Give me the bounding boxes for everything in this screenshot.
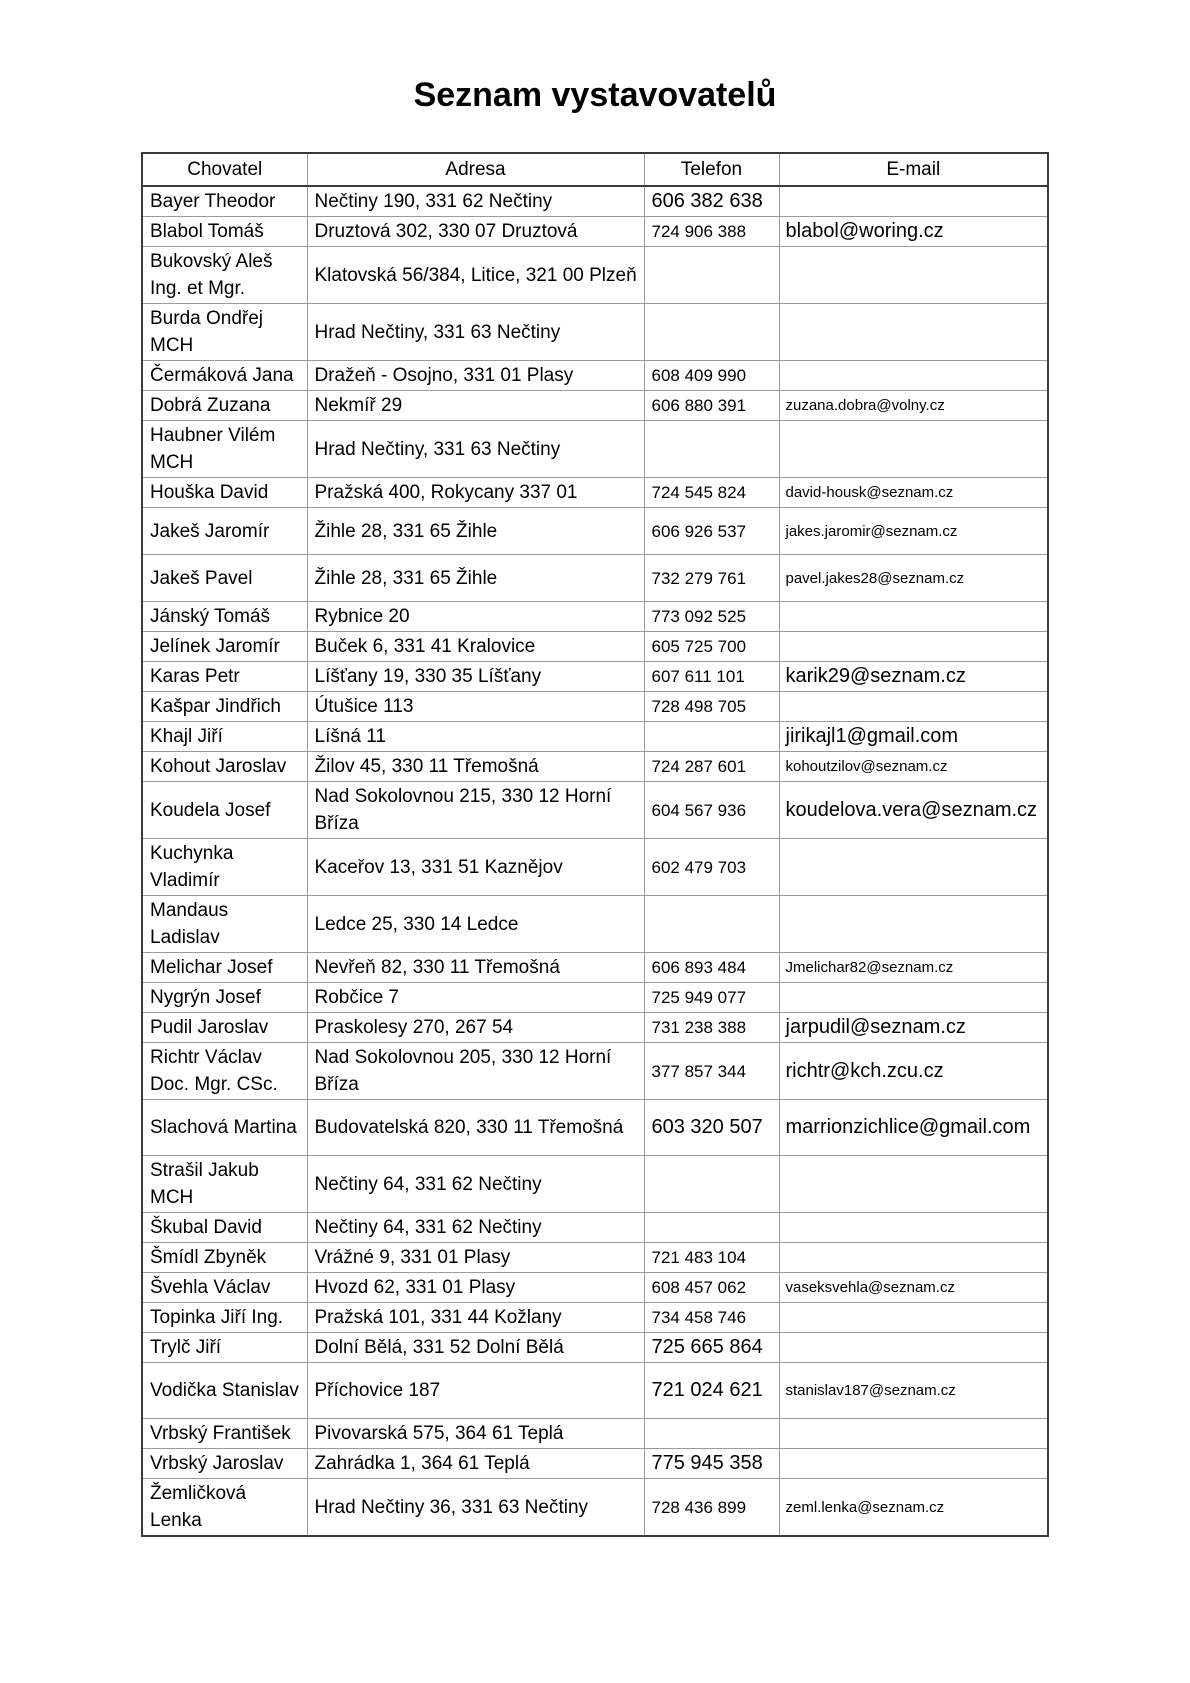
email-cell: stanislav187@seznam.cz bbox=[779, 1363, 1048, 1419]
breeder-cell: Houška David bbox=[142, 478, 307, 508]
phone-cell: 608 409 990 bbox=[644, 361, 779, 391]
phone-cell: 606 893 484 bbox=[644, 953, 779, 983]
email-cell bbox=[779, 1449, 1048, 1479]
email-cell: pavel.jakes28@seznam.cz bbox=[779, 555, 1048, 602]
address-cell: Hrad Nečtiny 36, 331 63 Nečtiny bbox=[307, 1479, 644, 1537]
phone-cell: 775 945 358 bbox=[644, 1449, 779, 1479]
email-cell: marrionzichlice@gmail.com bbox=[779, 1100, 1048, 1156]
address-cell: Robčice 7 bbox=[307, 983, 644, 1013]
breeder-cell: Nygrýn Josef bbox=[142, 983, 307, 1013]
breeder-cell: Melichar Josef bbox=[142, 953, 307, 983]
header-breeder: Chovatel bbox=[142, 153, 307, 186]
breeder-cell: Vrbský František bbox=[142, 1419, 307, 1449]
address-cell: Ledce 25, 330 14 Ledce bbox=[307, 896, 644, 953]
address-cell: Kaceřov 13, 331 51 Kaznějov bbox=[307, 839, 644, 896]
table-row bbox=[142, 1156, 1048, 1213]
breeder-cell: Slachová Martina bbox=[142, 1100, 307, 1156]
breeder-cell: Blabol Tomáš bbox=[142, 217, 307, 247]
exhibitors-table bbox=[141, 152, 1049, 1537]
phone-cell: 728 498 705 bbox=[644, 692, 779, 722]
address-cell: Pivovarská 575, 364 61 Teplá bbox=[307, 1419, 644, 1449]
phone-cell: 605 725 700 bbox=[644, 632, 779, 662]
table-row bbox=[142, 217, 1048, 247]
phone-cell: 734 458 746 bbox=[644, 1303, 779, 1333]
header-email: E-mail bbox=[779, 153, 1048, 186]
breeder-cell: Vrbský Jaroslav bbox=[142, 1449, 307, 1479]
address-cell: Příchovice 187 bbox=[307, 1363, 644, 1419]
email-cell: zeml.lenka@seznam.cz bbox=[779, 1479, 1048, 1537]
phone-cell: 602 479 703 bbox=[644, 839, 779, 896]
phone-cell bbox=[644, 1156, 779, 1213]
table-header bbox=[142, 153, 1048, 186]
phone-cell bbox=[644, 247, 779, 304]
address-cell: Líšťany 19, 330 35 Líšťany bbox=[307, 662, 644, 692]
phone-cell: 606 926 537 bbox=[644, 508, 779, 555]
table-row bbox=[142, 1449, 1048, 1479]
table-body bbox=[142, 186, 1048, 1536]
breeder-cell: Žemličková Lenka bbox=[142, 1479, 307, 1537]
email-cell bbox=[779, 602, 1048, 632]
breeder-cell: Jakeš Pavel bbox=[142, 555, 307, 602]
table-row bbox=[142, 1043, 1048, 1100]
address-cell: Žilov 45, 330 11 Třemošná bbox=[307, 752, 644, 782]
breeder-cell: Škubal David bbox=[142, 1213, 307, 1243]
table-row bbox=[142, 692, 1048, 722]
address-cell: Nekmíř 29 bbox=[307, 391, 644, 421]
breeder-cell: Jelínek Jaromír bbox=[142, 632, 307, 662]
phone-cell: 725 949 077 bbox=[644, 983, 779, 1013]
address-cell: Nevřeň 82, 330 11 Třemošná bbox=[307, 953, 644, 983]
table-row bbox=[142, 1013, 1048, 1043]
table-row bbox=[142, 839, 1048, 896]
address-cell: Nečtiny 64, 331 62 Nečtiny bbox=[307, 1213, 644, 1243]
email-cell bbox=[779, 1419, 1048, 1449]
page-title: Seznam vystavovatelů bbox=[413, 76, 777, 114]
address-cell: Pražská 400, Rokycany 337 01 bbox=[307, 478, 644, 508]
email-cell: jakes.jaromir@seznam.cz bbox=[779, 508, 1048, 555]
breeder-cell: Topinka Jiří Ing. bbox=[142, 1303, 307, 1333]
email-cell: richtr@kch.zcu.cz bbox=[779, 1043, 1048, 1100]
phone-cell: 721 024 621 bbox=[644, 1363, 779, 1419]
header-phone: Telefon bbox=[644, 153, 779, 186]
email-cell bbox=[779, 1333, 1048, 1363]
table-row bbox=[142, 632, 1048, 662]
address-cell: Útušice 113 bbox=[307, 692, 644, 722]
phone-cell bbox=[644, 896, 779, 953]
email-cell: vaseksvehla@seznam.cz bbox=[779, 1273, 1048, 1303]
email-cell: karik29@seznam.cz bbox=[779, 662, 1048, 692]
breeder-cell: Jánský Tomáš bbox=[142, 602, 307, 632]
phone-cell: 728 436 899 bbox=[644, 1479, 779, 1537]
breeder-cell: Vodička Stanislav bbox=[142, 1363, 307, 1419]
breeder-cell: Richtr Václav Doc. Mgr. CSc. bbox=[142, 1043, 307, 1100]
table-row bbox=[142, 478, 1048, 508]
address-cell: Pražská 101, 331 44 Kožlany bbox=[307, 1303, 644, 1333]
address-cell: Nečtiny 190, 331 62 Nečtiny bbox=[307, 186, 644, 217]
breeder-cell: Pudil Jaroslav bbox=[142, 1013, 307, 1043]
table-row bbox=[142, 1303, 1048, 1333]
table-row bbox=[142, 1363, 1048, 1419]
address-cell: Dražeň - Osojno, 331 01 Plasy bbox=[307, 361, 644, 391]
address-cell: Nečtiny 64, 331 62 Nečtiny bbox=[307, 1156, 644, 1213]
address-cell: Hvozd 62, 331 01 Plasy bbox=[307, 1273, 644, 1303]
table-row bbox=[142, 602, 1048, 632]
email-cell: blabol@woring.cz bbox=[779, 217, 1048, 247]
table-row bbox=[142, 508, 1048, 555]
breeder-cell: Bukovský Aleš Ing. et Mgr. bbox=[142, 247, 307, 304]
email-cell: jirikajl1@gmail.com bbox=[779, 722, 1048, 752]
address-cell: Rybnice 20 bbox=[307, 602, 644, 632]
breeder-cell: Mandaus Ladislav bbox=[142, 896, 307, 953]
email-cell bbox=[779, 247, 1048, 304]
email-cell bbox=[779, 839, 1048, 896]
address-cell: Hrad Nečtiny, 331 63 Nečtiny bbox=[307, 304, 644, 361]
phone-cell: 724 287 601 bbox=[644, 752, 779, 782]
table-row bbox=[142, 555, 1048, 602]
email-cell: jarpudil@seznam.cz bbox=[779, 1013, 1048, 1043]
table-row bbox=[142, 662, 1048, 692]
header-address: Adresa bbox=[307, 153, 644, 186]
breeder-cell: Švehla Václav bbox=[142, 1273, 307, 1303]
email-cell bbox=[779, 1213, 1048, 1243]
table-row bbox=[142, 1333, 1048, 1363]
phone-cell bbox=[644, 421, 779, 478]
address-cell: Líšná 11 bbox=[307, 722, 644, 752]
breeder-cell: Strašil Jakub MCH bbox=[142, 1156, 307, 1213]
email-cell bbox=[779, 304, 1048, 361]
phone-cell: 773 092 525 bbox=[644, 602, 779, 632]
breeder-cell: Kašpar Jindřich bbox=[142, 692, 307, 722]
phone-cell bbox=[644, 722, 779, 752]
address-cell: Druztová 302, 330 07 Druztová bbox=[307, 217, 644, 247]
address-cell: Praskolesy 270, 267 54 bbox=[307, 1013, 644, 1043]
address-cell: Hrad Nečtiny, 331 63 Nečtiny bbox=[307, 421, 644, 478]
header-row bbox=[142, 153, 1048, 186]
breeder-cell: Koudela Josef bbox=[142, 782, 307, 839]
email-cell bbox=[779, 186, 1048, 217]
table-row bbox=[142, 247, 1048, 304]
phone-cell: 606 382 638 bbox=[644, 186, 779, 217]
email-cell: zuzana.dobra@volny.cz bbox=[779, 391, 1048, 421]
table-row bbox=[142, 361, 1048, 391]
table-row bbox=[142, 421, 1048, 478]
phone-cell: 606 880 391 bbox=[644, 391, 779, 421]
phone-cell: 732 279 761 bbox=[644, 555, 779, 602]
address-cell: Vrážné 9, 331 01 Plasy bbox=[307, 1243, 644, 1273]
address-cell: Buček 6, 331 41 Kralovice bbox=[307, 632, 644, 662]
breeder-cell: Šmídl Zbyněk bbox=[142, 1243, 307, 1273]
breeder-cell: Kohout Jaroslav bbox=[142, 752, 307, 782]
email-cell bbox=[779, 1303, 1048, 1333]
table-row bbox=[142, 983, 1048, 1013]
table-row bbox=[142, 186, 1048, 217]
address-cell: Budovatelská 820, 330 11 Třemošná bbox=[307, 1100, 644, 1156]
phone-cell bbox=[644, 1213, 779, 1243]
email-cell: Jmelichar82@seznam.cz bbox=[779, 953, 1048, 983]
email-cell bbox=[779, 361, 1048, 391]
breeder-cell: Haubner Vilém MCH bbox=[142, 421, 307, 478]
email-cell bbox=[779, 983, 1048, 1013]
table-row bbox=[142, 896, 1048, 953]
phone-cell bbox=[644, 304, 779, 361]
table-row bbox=[142, 1100, 1048, 1156]
email-cell: david-housk@seznam.cz bbox=[779, 478, 1048, 508]
email-cell bbox=[779, 692, 1048, 722]
table-row bbox=[142, 391, 1048, 421]
address-cell: Dolní Bělá, 331 52 Dolní Bělá bbox=[307, 1333, 644, 1363]
breeder-cell: Burda Ondřej MCH bbox=[142, 304, 307, 361]
phone-cell: 607 611 101 bbox=[644, 662, 779, 692]
breeder-cell: Čermáková Jana bbox=[142, 361, 307, 391]
phone-cell: 721 483 104 bbox=[644, 1243, 779, 1273]
phone-cell bbox=[644, 1419, 779, 1449]
email-cell bbox=[779, 1156, 1048, 1213]
address-cell: Klatovská 56/384, Litice, 321 00 Plzeň bbox=[307, 247, 644, 304]
email-cell bbox=[779, 632, 1048, 662]
table-row bbox=[142, 782, 1048, 839]
address-cell: Žihle 28, 331 65 Žihle bbox=[307, 508, 644, 555]
breeder-cell: Jakeš Jaromír bbox=[142, 508, 307, 555]
table-row bbox=[142, 1419, 1048, 1449]
table-row bbox=[142, 722, 1048, 752]
breeder-cell: Bayer Theodor bbox=[142, 186, 307, 217]
phone-cell: 603 320 507 bbox=[644, 1100, 779, 1156]
email-cell bbox=[779, 421, 1048, 478]
address-cell: Zahrádka 1, 364 61 Teplá bbox=[307, 1449, 644, 1479]
breeder-cell: Trylč Jiří bbox=[142, 1333, 307, 1363]
breeder-cell: Dobrá Zuzana bbox=[142, 391, 307, 421]
phone-cell: 724 545 824 bbox=[644, 478, 779, 508]
phone-cell: 724 906 388 bbox=[644, 217, 779, 247]
email-cell: koudelova.vera@seznam.cz bbox=[779, 782, 1048, 839]
email-cell bbox=[779, 1243, 1048, 1273]
table-row bbox=[142, 1243, 1048, 1273]
address-cell: Nad Sokolovnou 205, 330 12 Horní Bříza bbox=[307, 1043, 644, 1100]
email-cell bbox=[779, 896, 1048, 953]
table-row bbox=[142, 953, 1048, 983]
table-row bbox=[142, 1273, 1048, 1303]
phone-cell: 725 665 864 bbox=[644, 1333, 779, 1363]
phone-cell: 731 238 388 bbox=[644, 1013, 779, 1043]
table-row bbox=[142, 1479, 1048, 1537]
phone-cell: 608 457 062 bbox=[644, 1273, 779, 1303]
table-row bbox=[142, 304, 1048, 361]
phone-cell: 604 567 936 bbox=[644, 782, 779, 839]
breeder-cell: Karas Petr bbox=[142, 662, 307, 692]
address-cell: Nad Sokolovnou 215, 330 12 Horní Bříza bbox=[307, 782, 644, 839]
table-row bbox=[142, 1213, 1048, 1243]
breeder-cell: Khajl Jiří bbox=[142, 722, 307, 752]
table-row bbox=[142, 752, 1048, 782]
address-cell: Žihle 28, 331 65 Žihle bbox=[307, 555, 644, 602]
breeder-cell: Kuchynka Vladimír bbox=[142, 839, 307, 896]
email-cell: kohoutzilov@seznam.cz bbox=[779, 752, 1048, 782]
phone-cell: 377 857 344 bbox=[644, 1043, 779, 1100]
